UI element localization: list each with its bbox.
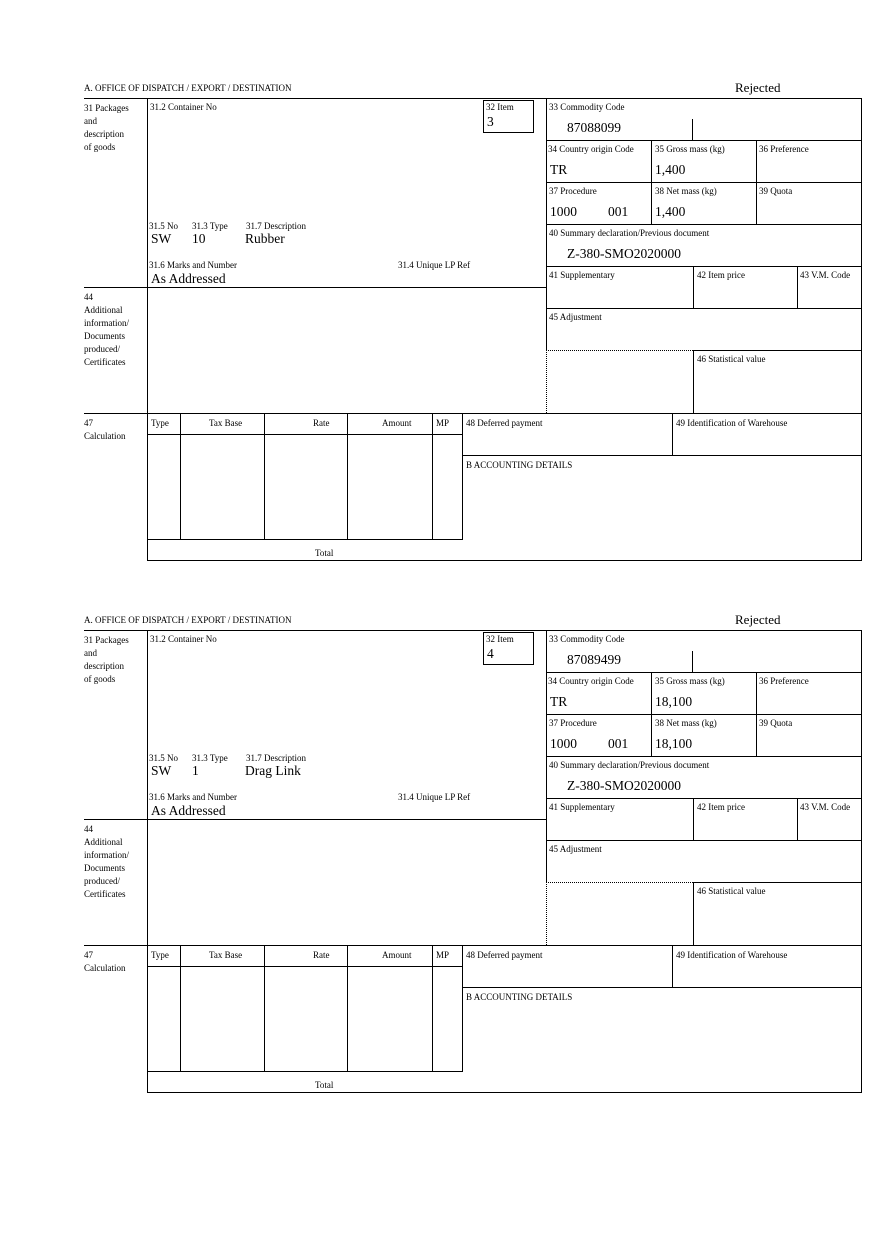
col-line <box>797 798 798 840</box>
dotted-line <box>546 882 547 945</box>
row-line <box>546 224 862 225</box>
calc-col-line <box>462 945 463 1071</box>
col-line <box>651 140 652 224</box>
calc-type-header: Type <box>151 418 169 428</box>
procedure-label: 37 Procedure <box>549 186 597 196</box>
item-label: 32 Item <box>486 102 514 112</box>
type-value: 10 <box>192 231 206 246</box>
no-value: SW <box>151 763 172 778</box>
row-line <box>546 714 862 715</box>
col-line <box>693 350 694 413</box>
no-label: 31.5 No <box>149 221 178 231</box>
gross-mass-label: 35 Gross mass (kg) <box>655 144 725 154</box>
summary-declaration-label: 40 Summary declaration/Previous document <box>549 228 710 238</box>
container-no-label: 31.2 Container No <box>150 102 217 112</box>
declaration-form-item-4 <box>0 532 882 1090</box>
dotted-line <box>546 882 693 883</box>
declaration-form-item-3 <box>0 0 882 558</box>
deferred-payment-label: 48 Deferred payment <box>466 418 543 428</box>
quota-label: 39 Quota <box>759 186 793 196</box>
deferred-payment-label: 48 Deferred payment <box>466 950 543 960</box>
country-origin-label: 34 Country origin Code <box>548 676 634 686</box>
col-line <box>672 413 673 455</box>
gross-mass-label: 35 Gross mass (kg) <box>655 676 725 686</box>
adjustment-label: 45 Adjustment <box>549 312 602 322</box>
calc-amount-header: Amount <box>382 418 412 428</box>
net-mass-value: 18,100 <box>655 736 693 751</box>
unique-lp-label: 31.4 Unique LP Ref <box>398 260 471 270</box>
item-value: 4 <box>487 646 494 661</box>
calc-header-line <box>147 434 463 435</box>
right-border <box>861 630 862 1093</box>
procedure-label: 37 Procedure <box>549 718 597 728</box>
row-line <box>546 672 862 673</box>
row-line <box>546 308 862 309</box>
row-line <box>546 182 862 183</box>
calc-rate-header: Rate <box>313 950 330 960</box>
item-value: 3 <box>487 114 494 129</box>
col-line <box>693 266 694 308</box>
row-line <box>546 798 862 799</box>
row-line <box>462 455 862 456</box>
vm-code-label: 43 V.M. Code <box>800 802 851 812</box>
col-line <box>693 882 694 945</box>
marks-label: 31.6 Marks and Number <box>149 792 237 802</box>
summary-declaration-value: Z-380-SMO2020000 <box>567 778 681 793</box>
country-origin-value: TR <box>550 694 568 709</box>
description-label: 31.7 Description <box>246 753 306 763</box>
item-price-label: 42 Item price <box>697 270 745 280</box>
country-origin-value: TR <box>550 162 568 177</box>
calc-col-line <box>462 413 463 539</box>
row-line <box>546 756 862 757</box>
row-line <box>546 140 862 141</box>
calc-col-line <box>180 945 181 1071</box>
description-value: Rubber <box>245 231 285 246</box>
procedure-value-a: 1000 <box>550 736 577 751</box>
summary-declaration-value: Z-380-SMO2020000 <box>567 246 681 261</box>
calc-col-line <box>347 945 348 1071</box>
form-header: A. OFFICE OF DISPATCH / EXPORT / DESTINATION <box>84 615 292 625</box>
status-label: Rejected <box>735 80 781 95</box>
calc-col-line <box>264 945 265 1071</box>
dotted-line <box>546 350 693 351</box>
net-mass-value: 1,400 <box>655 204 686 219</box>
calculation-label: 47 Calculation <box>84 950 126 973</box>
accounting-details-label: B ACCOUNTING DETAILS <box>466 460 573 470</box>
marks-value: As Addressed <box>151 271 226 286</box>
item-label: 32 Item <box>486 634 514 644</box>
calc-col-line <box>432 413 433 539</box>
warehouse-label: 49 Identification of Warehouse <box>676 950 788 960</box>
net-mass-label: 38 Net mass (kg) <box>655 186 717 196</box>
gross-mass-value: 18,100 <box>655 694 693 709</box>
type-value: 1 <box>192 763 199 778</box>
section-divider <box>84 819 546 820</box>
calc-type-header: Type <box>151 950 169 960</box>
marks-label: 31.6 Marks and Number <box>149 260 237 270</box>
calc-amount-header: Amount <box>382 950 412 960</box>
commodity-code-label: 33 Commodity Code <box>549 102 625 112</box>
commodity-code-value: 87088099 <box>567 120 621 135</box>
col-line <box>797 266 798 308</box>
preference-label: 36 Preference <box>759 144 809 154</box>
status-label: Rejected <box>735 612 781 627</box>
top-border <box>84 98 862 99</box>
calc-mp-header: MP <box>436 418 450 428</box>
col-line <box>692 651 693 672</box>
supplementary-label: 41 Supplementary <box>549 802 615 812</box>
calc-col-line <box>180 413 181 539</box>
col-line <box>756 140 757 224</box>
calc-top-border <box>84 945 862 946</box>
net-mass-label: 38 Net mass (kg) <box>655 718 717 728</box>
procedure-value-a: 1000 <box>550 204 577 219</box>
calc-total-line <box>147 1071 463 1072</box>
col-line <box>672 945 673 987</box>
no-label: 31.5 No <box>149 753 178 763</box>
col-line <box>693 798 694 840</box>
additional-info-label: 44 Additional information/ Documents produced/ Certificates <box>84 824 129 899</box>
total-label: Total <box>315 548 334 558</box>
additional-info-label: 44 Additional information/ Documents produced/ Certificates <box>84 292 129 367</box>
marks-value: As Addressed <box>151 803 226 818</box>
description-label: 31.7 Description <box>246 221 306 231</box>
procedure-value-b: 001 <box>608 736 629 751</box>
description-value: Drag Link <box>245 763 301 778</box>
bottom-border <box>147 1092 862 1093</box>
procedure-value-b: 001 <box>608 204 629 219</box>
container-no-label: 31.2 Container No <box>150 634 217 644</box>
dotted-line <box>546 350 547 413</box>
vm-code-label: 43 V.M. Code <box>800 270 851 280</box>
calc-tax-base-header: Tax Base <box>209 418 243 428</box>
warehouse-label: 49 Identification of Warehouse <box>676 418 788 428</box>
commodity-code-value: 87089499 <box>567 652 621 667</box>
calc-col-line <box>264 413 265 539</box>
gross-mass-value: 1,400 <box>655 162 686 177</box>
left-margin-line <box>147 98 148 561</box>
col-line <box>692 119 693 140</box>
col-line <box>651 672 652 756</box>
accounting-details-label: B ACCOUNTING DETAILS <box>466 992 573 1002</box>
right-border <box>861 98 862 561</box>
calc-header-line <box>147 966 463 967</box>
calc-top-border <box>84 413 862 414</box>
top-border <box>84 630 862 631</box>
no-value: SW <box>151 231 172 246</box>
row-line <box>546 840 862 841</box>
total-label: Total <box>315 1080 334 1090</box>
supplementary-label: 41 Supplementary <box>549 270 615 280</box>
calc-mp-header: MP <box>436 950 450 960</box>
statistical-value-label: 46 Statistical value <box>697 354 766 364</box>
adjustment-label: 45 Adjustment <box>549 844 602 854</box>
left-margin-line <box>147 630 148 1093</box>
country-origin-label: 34 Country origin Code <box>548 144 634 154</box>
item-price-label: 42 Item price <box>697 802 745 812</box>
row-line <box>693 882 862 883</box>
commodity-code-label: 33 Commodity Code <box>549 634 625 644</box>
row-line <box>462 987 862 988</box>
packages-label: 31 Packages and description of goods <box>84 103 129 152</box>
type-label: 31.3 Type <box>192 221 228 231</box>
col-line <box>756 672 757 756</box>
statistical-value-label: 46 Statistical value <box>697 886 766 896</box>
type-label: 31.3 Type <box>192 753 228 763</box>
row-line <box>693 350 862 351</box>
calc-col-line <box>432 945 433 1071</box>
row-line <box>546 266 862 267</box>
calc-col-line <box>347 413 348 539</box>
unique-lp-label: 31.4 Unique LP Ref <box>398 792 471 802</box>
calc-rate-header: Rate <box>313 418 330 428</box>
packages-label: 31 Packages and description of goods <box>84 635 129 684</box>
calculation-label: 47 Calculation <box>84 418 126 441</box>
preference-label: 36 Preference <box>759 676 809 686</box>
quota-label: 39 Quota <box>759 718 793 728</box>
form-header: A. OFFICE OF DISPATCH / EXPORT / DESTINATION <box>84 83 292 93</box>
section-divider <box>84 287 546 288</box>
summary-declaration-label: 40 Summary declaration/Previous document <box>549 760 710 770</box>
calc-tax-base-header: Tax Base <box>209 950 243 960</box>
